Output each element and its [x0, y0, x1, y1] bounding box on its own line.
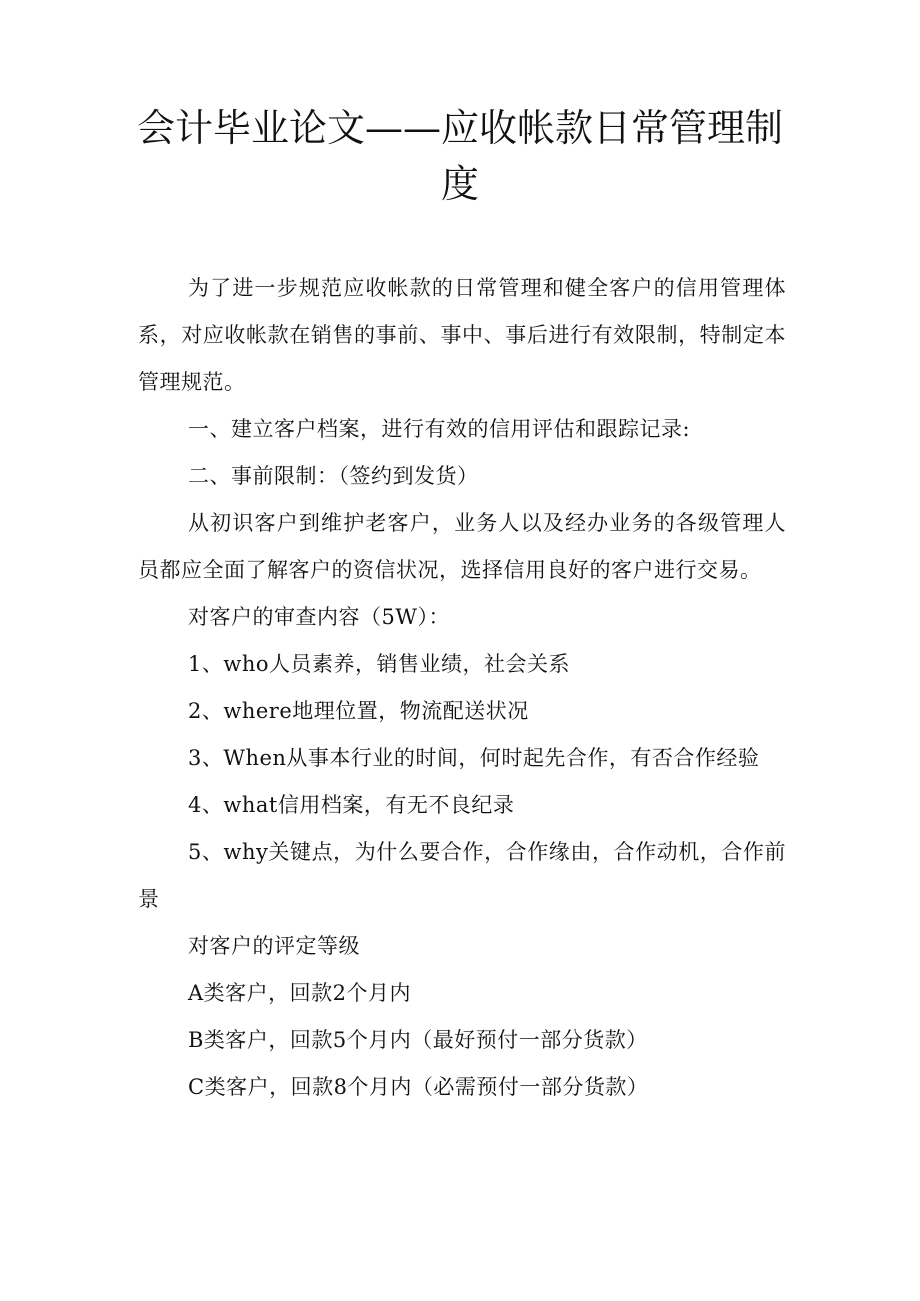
document-body: [138, 265, 786, 1111]
list-item-what: 4、what信用档案，有无不良纪录: [188, 793, 515, 817]
list-item-when: 3、When从事本行业的时间，何时起先合作，有否合作经验: [188, 746, 760, 770]
paragraph-review-heading: 对客户的审查内容（5W）：: [188, 605, 450, 629]
list-item-why: 5、why关键点，为什么要合作，合作缘由，合作动机，合作前景: [138, 840, 786, 911]
document-title: 会计毕业论文——应收帐款日常管理制度: [136, 106, 783, 206]
list-item-where: 2、where地理位置，物流配送状况: [188, 699, 529, 723]
paragraph-section-1: 一、建立客户档案，进行有效的信用评估和跟踪记录:: [188, 417, 691, 441]
paragraph-rating-heading: 对客户的评定等级: [188, 934, 360, 958]
list-item-class-b: B类客户，回款5个月内（最好预付一部分货款）: [188, 1028, 648, 1052]
list-item-who: 1、who人员素养，销售业绩，社会关系: [188, 652, 571, 676]
list-item-class-a: A类客户，回款2个月内: [188, 981, 412, 1005]
list-item-class-c: C类客户，回款8个月内（必需预付一部分货款）: [188, 1075, 649, 1099]
paragraph-intro: 为了进一步规范应收帐款的日常管理和健全客户的信用管理体系，对应收帐款在销售的事前、事中、事后进行有效限制，特制定本管理规范。: [138, 276, 786, 394]
paragraph-section-2: 二、事前限制：（签约到发货）: [188, 464, 479, 488]
paragraph-customer-selection: 从初识客户到维护老客户，业务人以及经办业务的各级管理人员都应全面了解客户的资信状况，选择信用良好的客户进行交易。: [138, 511, 786, 582]
